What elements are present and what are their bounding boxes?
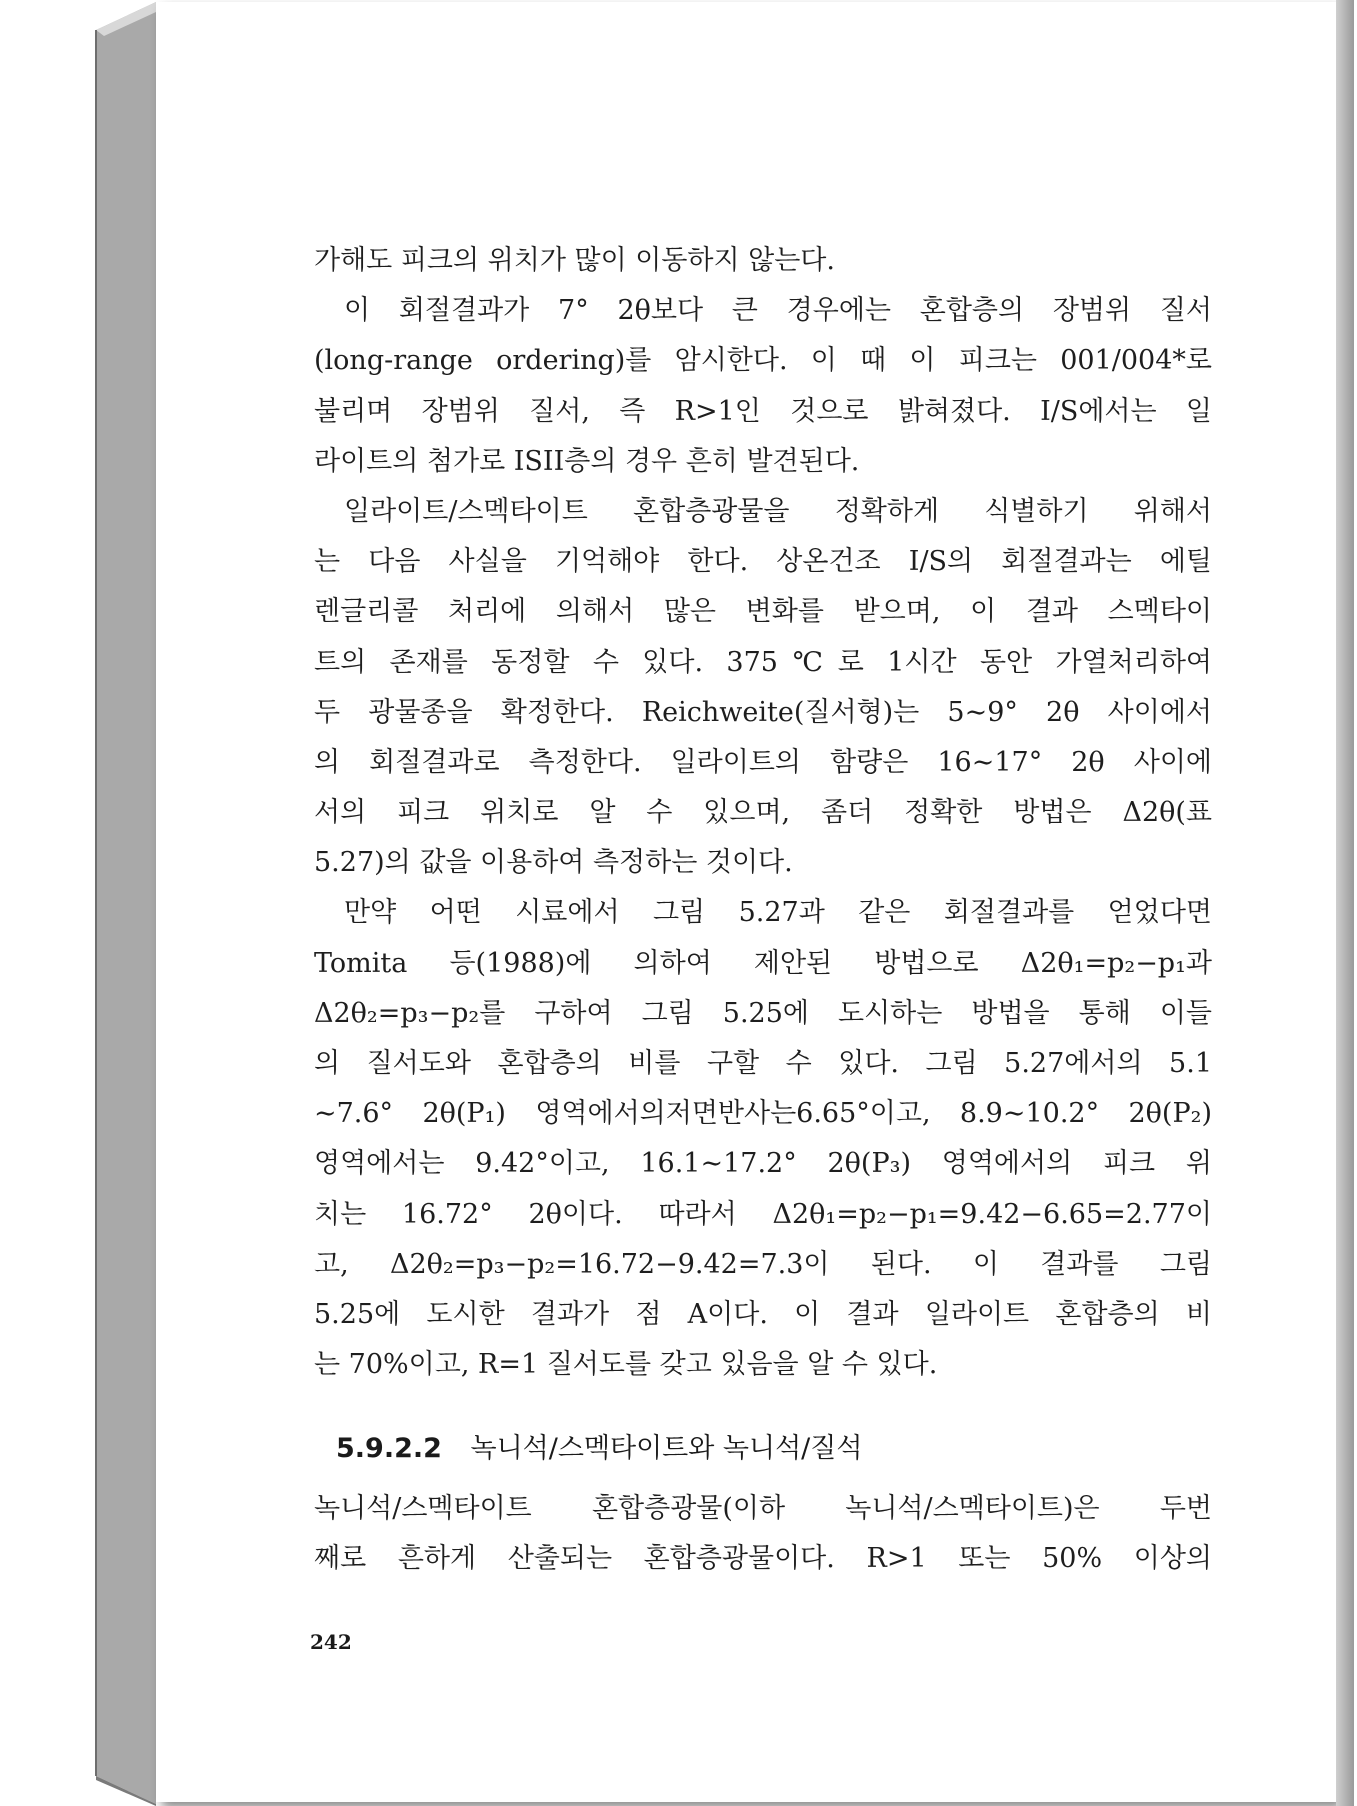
text-line: 의 회절결과로 측정한다. 일라이트의 함량은 16∼17° 2θ 사이에 [314, 746, 1212, 778]
section-number: 5.9.2.2 [336, 1433, 442, 1464]
text-line: 만약 어떤 시료에서 그림 5.27과 같은 회절결과를 얻었다면 [344, 897, 1212, 929]
text-line: 고, Δ2θ₂=p₃−p₂=16.72−9.42=7.3이 된다. 이 결과를 그림 [314, 1248, 1212, 1280]
text-line: Tomita 등(1988)에 의하여 제안된 방법으로 Δ2θ₁=p₂−p₁과 [314, 947, 1212, 979]
text-line: (long-range ordering)를 암시한다. 이 때 이 피크는 001/004*로 [314, 345, 1212, 377]
section-body-text [314, 1484, 1212, 1584]
text-line: 이 회절결과가 7° 2θ보다 큰 경우에는 혼합층의 장범위 질서 [344, 295, 1212, 327]
text-line: 서의 피크 위치로 알 수 있으며, 좀더 정확한 방법은 Δ2θ(표 [314, 797, 1212, 829]
text-line: ∼7.6° 2θ(P₁) 영역에서의저면반사는6.65°이고, 8.9∼10.2° 2θ(P₂) [314, 1098, 1212, 1130]
text-line: Δ2θ₂=p₃−p₂를 구하여 그림 5.25에 도시하는 방법을 통해 이들 [314, 997, 1212, 1029]
page-edge [1336, 0, 1354, 1806]
text-line: 두 광물종을 확정한다. Reichweite(질서형)는 5∼9° 2θ 사이에서 [314, 696, 1212, 728]
text-line: 5.27)의 값을 이용하여 측정하는 것이다. [314, 847, 793, 879]
text-line: 는 70%이고, R=1 질서도를 갖고 있음을 알 수 있다. [314, 1349, 938, 1381]
section-heading [336, 1426, 862, 1465]
text-line: 라이트의 첨가로 ISII층의 경우 흔히 발견된다. [314, 445, 860, 477]
text-line: 녹니석/스멕타이트 혼합층광물(이하 녹니석/스멕타이트)은 두번 [314, 1493, 1212, 1524]
page-number: 242 [310, 1630, 352, 1654]
text-line: 째로 흔하게 산출되는 혼합층광물이다. R>1 또는 50% 이상의 [314, 1543, 1212, 1575]
text-line: 영역에서는 9.42°이고, 16.1∼17.2° 2θ(P₃) 영역에서의 피크 위 [314, 1148, 1212, 1180]
text-line: 트의 존재를 동정할 수 있다. 375℃로 1시간 동안 가열처리하여 [314, 646, 1212, 678]
text-line: 가해도 피크의 위치가 많이 이동하지 않는다. [314, 245, 835, 276]
text-line: 의 질서도와 혼합층의 비를 구할 수 있다. 그림 5.27에서의 5.1 [314, 1048, 1212, 1079]
text-line: 치는 16.72° 2θ이다. 따라서 Δ2θ₁=p₂−p₁=9.42−6.65=2.77이 [314, 1198, 1212, 1230]
text-line: 는 다음 사실을 기억해야 한다. 상온건조 I/S의 회절결과는 에틸 [314, 546, 1212, 578]
text-line: 5.25에 도시한 결과가 점 A이다. 이 결과 일라이트 혼합층의 비 [314, 1298, 1212, 1330]
text-line: 일라이트/스멕타이트 혼합층광물을 정확하게 식별하기 위해서 [344, 495, 1212, 527]
section-title: 녹니석/스멕타이트와 녹니석/질석 [470, 1433, 863, 1464]
text-line: 렌글리콜 처리에 의해서 많은 변화를 받으며, 이 결과 스멕타이 [314, 596, 1212, 628]
text-line: 불리며 장범위 질서, 즉 R>1인 것으로 밝혀졌다. I/S에서는 일 [314, 395, 1212, 427]
body-text [314, 236, 1212, 1390]
